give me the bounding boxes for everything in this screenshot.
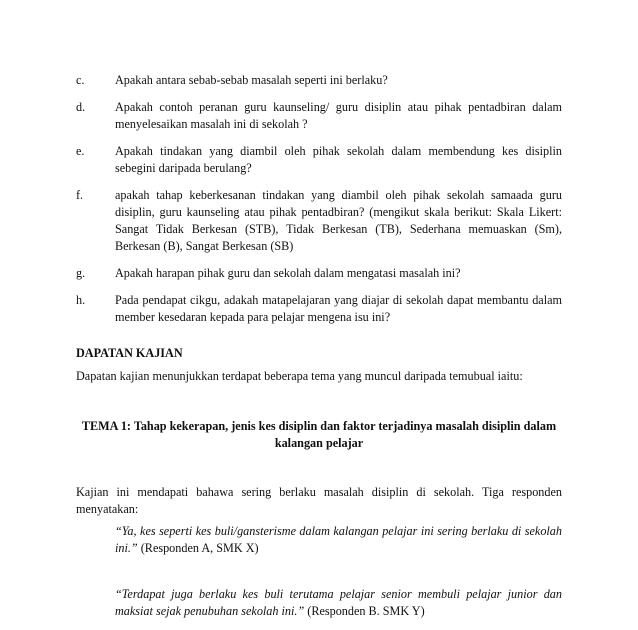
question-label: h. bbox=[76, 293, 86, 307]
question-item bbox=[76, 292, 562, 326]
question-text: Apakah harapan pihak guru dan sekolah dalam mengatasi masalah ini? bbox=[115, 266, 461, 280]
question-item bbox=[76, 99, 562, 133]
question-text: Pada pendapat cikgu, adakah matapelajaran yang diajar di sekolah dapat membantu dalam member kesedaran kepada para pelajar mengena isu ini? bbox=[115, 293, 562, 324]
question-item bbox=[76, 265, 562, 282]
question-label: g. bbox=[76, 266, 86, 280]
question-label: c. bbox=[76, 73, 85, 87]
respondent-quote bbox=[115, 523, 562, 557]
theme-title: TEMA 1: Tahap kekerapan, jenis kes disiplin dan faktor terjadinya masalah disiplin dalam kalangan pelajar bbox=[81, 419, 557, 450]
question-item bbox=[76, 143, 562, 177]
quote-source: (Responden B. SMK Y) bbox=[304, 604, 425, 618]
section-heading: DAPATAN KAJIAN bbox=[76, 346, 183, 360]
question-text: Apakah antara sebab-sebab masalah seperti ini berlaku? bbox=[115, 73, 388, 87]
question-item bbox=[76, 187, 562, 255]
question-item bbox=[76, 72, 562, 89]
quote-text: “Ya, kes seperti kes buli/gansterisme dalam kalangan pelajar ini sering berlaku di sekolah ini.” bbox=[115, 524, 562, 555]
respondent-quote bbox=[115, 586, 562, 620]
quote-text: “Terdapat juga berlaku kes buli terutama pelajar senior membuli pelajar junior dan maksiat sejak penubuhan sekolah ini.” bbox=[115, 587, 562, 618]
quote-source: (Responden A, SMK X) bbox=[137, 541, 259, 555]
question-list bbox=[76, 72, 562, 336]
intro-paragraph: Dapatan kajian menunjukkan terdapat beberapa tema yang muncul daripada temubual iaitu: bbox=[76, 369, 523, 383]
question-label: f. bbox=[76, 188, 84, 202]
body-paragraph: Kajian ini mendapati bahawa sering berlaku masalah disiplin di sekolah. Tiga responden menyatakan: bbox=[76, 485, 562, 516]
question-label: e. bbox=[76, 144, 85, 158]
question-label: d. bbox=[76, 100, 86, 114]
question-text: Apakah tindakan yang diambil oleh pihak sekolah dalam membendung kes disiplin sebegini daripada berulang? bbox=[115, 144, 562, 175]
question-text: Apakah contoh peranan guru kaunseling/ guru disiplin atau pihak pentadbiran dalam menyelesaikan masalah ini di sekolah ? bbox=[115, 100, 562, 131]
question-text: apakah tahap keberkesanan tindakan yang diambil oleh pihak sekolah samaada guru disiplin, guru kaunseling atau pihak pentadbiran? (mengikut skala berikut: Skala Likert: Sangat Tidak Berkesan (STB), Tidak Berkesan (TB), Sederhana memuaskan (Sm), Berkesan (B), Sangat Berkesan (SB) bbox=[115, 188, 562, 253]
